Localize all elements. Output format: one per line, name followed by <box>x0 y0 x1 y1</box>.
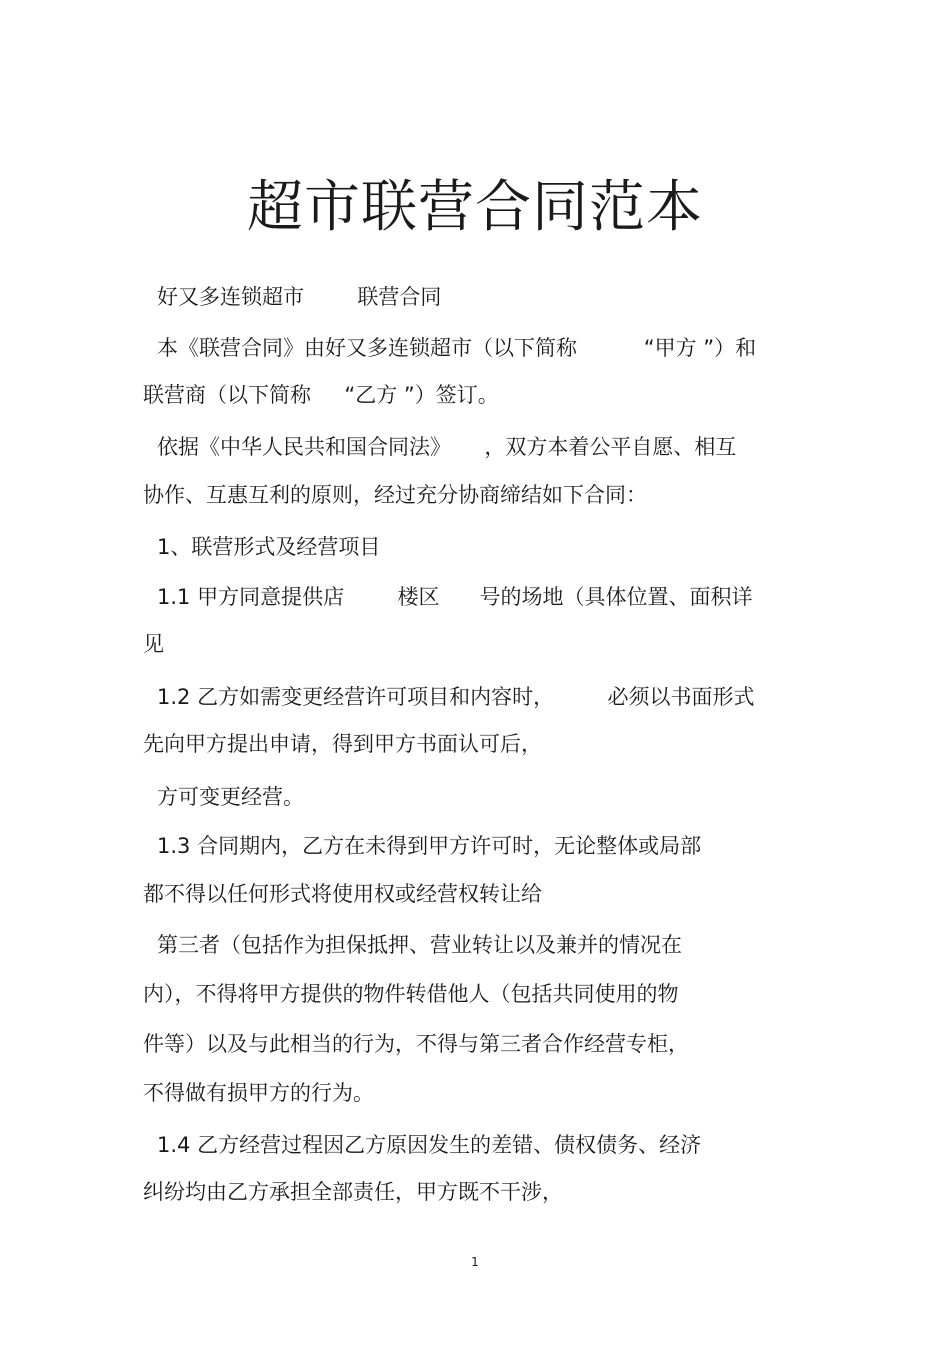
paragraph-line: 1.3 合同期内，乙方在未得到甲方许可时，无论整体或局部 <box>157 834 702 858</box>
paragraph-line: 1.4 乙方经营过程因乙方原因发生的差错、债权债务、经济 <box>157 1133 702 1157</box>
paragraph-line: 1.1 甲方同意提供店 楼区 号的场地（具体位置、面积详 <box>157 585 753 609</box>
paragraph-line: 依据《中华人民共和国合同法》 ，双方本着公平自愿、相互 <box>157 435 737 459</box>
paragraph-line: 不得做有损甲方的行为。 <box>143 1081 374 1105</box>
paragraph-line: 件等）以及与此相当的行为，不得与第三者合作经营专柜， <box>143 1032 689 1056</box>
paragraph-line: 先向甲方提出申请，得到甲方书面认可后， <box>143 732 542 756</box>
paragraph-line: 联营商（以下简称 “乙方 ”）签订。 <box>143 383 499 407</box>
section-heading: 1、联营形式及经营项目 <box>157 535 381 559</box>
paragraph-line: 都不得以任何形式将使用权或经营权转让给 <box>143 882 542 906</box>
paragraph-line: 好又多连锁超市 联营合同 <box>157 285 442 309</box>
paragraph-line: 内），不得将甲方提供的物件转借他人（包括共同使用的物 <box>143 982 679 1006</box>
paragraph-line: 方可变更经营。 <box>157 785 304 809</box>
paragraph-line: 1.2 乙方如需变更经营许可项目和内容时， 必须以书面形式 <box>157 685 755 709</box>
paragraph-line: 第三者（包括作为担保抵押、营业转让以及兼并的情况在 <box>157 933 682 957</box>
page-number: 1 <box>471 1255 479 1269</box>
paragraph-line: 纠纷均由乙方承担全部责任，甲方既不干涉， <box>143 1180 563 1204</box>
paragraph-line: 见 <box>143 632 164 656</box>
page-title: 超市联营合同范本 <box>247 175 703 240</box>
paragraph-line: 协作、互惠互利的原则，经过充分协商缔结如下合同： <box>143 483 647 507</box>
paragraph-line: 本《联营合同》由好又多连锁超市（以下简称 “甲方 ”）和 <box>157 336 757 360</box>
